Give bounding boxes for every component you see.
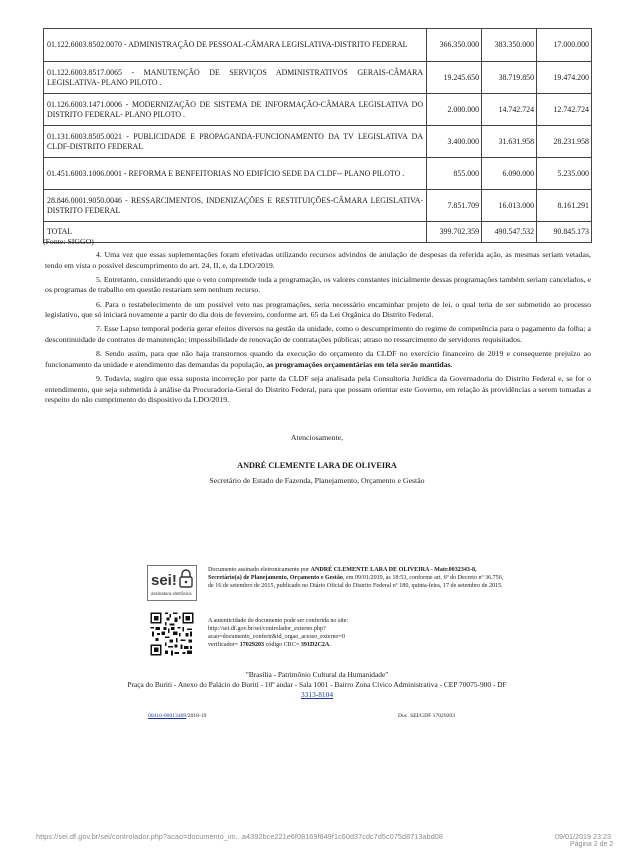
paragraph-7: 7. Esse Lapso temporal poderia gerar efeitos diversos na gestão da unidade, como o descumprimento do regime de competência para o pagamento da folha; a descontinuidade de contratos de manutenção; impossibilidade de renovação de contratações públicas; atraso no ressarcimento de servidores requisitados. — [45, 324, 591, 344]
program-description: 01.126.6003.1471.0006 - MODERNIZAÇÃO DE SISTEMA DE INFORMAÇÃO-CÂMARA LEGISLATIVA DO DISTRITO FEDERAL- PLANO PILOTO . — [44, 94, 427, 126]
sei-signature-logo — [147, 565, 197, 601]
initial-value: 7.851.709 — [427, 190, 482, 222]
table-row — [44, 190, 592, 222]
budget-table — [43, 28, 592, 243]
difference-value: 17.000.000 — [537, 29, 592, 62]
crc-end: . — [329, 642, 331, 649]
initial-value: 366.350.000 — [427, 29, 482, 62]
verification-intro: A autenticidade do documento pode ser conferida no site: — [208, 618, 349, 624]
difference-value: 12.742.724 — [537, 94, 592, 126]
table-row — [44, 126, 592, 158]
process-suffix: /2018-19 — [186, 713, 207, 719]
verification-text — [208, 617, 508, 649]
difference-value: 28.231.958 — [537, 126, 592, 158]
paragraph-8-emphasis: as programações orçamentárias em tela serão mantidas — [266, 359, 451, 369]
initial-value: 2.000.000 — [427, 94, 482, 126]
crc-code: 391D2C2A — [300, 642, 330, 649]
program-description: 28.846.0001.9050.0046 - RESSARCIMENTOS, INDENIZAÇÕES E RESTITUIÇÕES-CÂMARA LEGISLATIVA-DISTRITO FEDERAL — [44, 190, 427, 222]
paragraph-8 — [45, 349, 591, 370]
footer-address-block — [0, 680, 634, 699]
e-signature-text — [208, 566, 508, 590]
difference-value: 19.474.200 — [537, 62, 592, 94]
difference-value: 5.235.000 — [537, 158, 592, 190]
total-initial-value: 399.702.359 — [427, 222, 482, 243]
verification-url-params: acao=documento_conferir&id_orgao_acesso_externo=0 — [208, 634, 346, 641]
e-signature-signer: ANDRÉ CLEMENTE LARA DE OLIVEIRA - Matr.0032343-8, Secretário(a) de Planejamento, Orçamento e Gestão — [208, 567, 477, 582]
document-reference: Doc. SEI/GDF 17029203 — [398, 713, 456, 719]
paragraph-8-text: 8. Sendo assim, para que não haja transtornos quando da execução do orçamento da CLDF no exercício financeiro de 2019 e consequente prejuízo ao funcionamento da unidade e atendimento das demandas da população, — [45, 349, 591, 369]
qr-code-icon — [149, 611, 195, 657]
print-datetime: 09/01/2019 23:23 — [555, 832, 611, 841]
table-row — [44, 94, 592, 126]
e-signature-suffix: , em 09/01/2019, às 18:53, conforme art. 6º do Decreto nº 36.756, de 16 de setembro de 2015, publicado no Diário Oficial do Distrito Federal nº 180, quinta-feira, 17 de setembro de 2015. — [208, 575, 504, 590]
process-link[interactable]: 00410-00013409 — [148, 713, 187, 719]
closing-salutation: Atenciosamente, — [290, 433, 344, 442]
total-updated-value: 490.547.532 — [482, 222, 537, 243]
program-description: 01.451.6003.1006.0001 - REFORMA E BENFEITORIAS NO EDIFÍCIO SEDE DA CLDF-- PLANO PILOTO . — [44, 158, 427, 190]
footer-motto: "Brasília - Patrimônio Cultural da Humanidade" — [245, 670, 389, 679]
paragraph-6: 6. Para o restabelecimento de um possível veto nas programações, seria necessário encaminhar projeto de lei, o qual teria de ser submetido ao processo legislativo, que só iniciará novamente a partir do dia dois de fevereiro, conforme art. 65 da Lei Orgânica do Distrito Federal. — [45, 299, 591, 320]
table-row — [44, 29, 592, 62]
total-difference-value: 90.845.173 — [537, 222, 592, 243]
total-row — [44, 222, 592, 243]
initial-value: 3.400.000 — [427, 126, 482, 158]
verifier-label: verificador= — [208, 642, 240, 649]
footer-address: Praça do Buriti - Anexo do Palácio do Buriti - 10º andar - Sala 1001 - Bairro Zona Cívico Administrativa - CEP 70075-900 - DF — [127, 680, 507, 689]
total-label: TOTAL — [44, 222, 427, 243]
updated-value: 383.350.000 — [482, 29, 537, 62]
initial-value: 855.000 — [427, 158, 482, 190]
e-signature-prefix: Documento assinado eletronicamente por — [208, 567, 311, 573]
paragraph-8-end: . — [450, 359, 453, 369]
verifier-code: 17029203 — [239, 642, 265, 649]
crc-label: código CRC= — [264, 642, 301, 649]
table-row — [44, 158, 592, 190]
page-number: Página 2 de 2 — [570, 841, 614, 848]
updated-value: 31.631.958 — [482, 126, 537, 158]
updated-value: 16.013.000 — [482, 190, 537, 222]
updated-value: 6.090.000 — [482, 158, 537, 190]
program-description: 01.122.6003.8502.0070 - ADMINISTRAÇÃO DE PESSOAL-CÂMARA LEGISLATIVA-DISTRITO FEDERAL — [44, 29, 427, 62]
verification-url: http://sei.df.gov.br/sei/controlador_externo.php? — [208, 626, 326, 633]
sei-logo-subtitle: assinatura eletrônica — [151, 591, 192, 596]
table-row — [44, 62, 592, 94]
source-note: (Fonte: SIGGO) — [43, 237, 94, 246]
updated-value: 14.742.724 — [482, 94, 537, 126]
verification-codes — [208, 641, 508, 649]
body-text — [45, 250, 591, 409]
signer-name: ANDRÉ CLEMENTE LARA DE OLIVEIRA — [237, 461, 397, 470]
sei-logo-text: sei! — [151, 572, 177, 589]
signer-role: Secretário de Estado de Fazenda, Planejamento, Orçamento e Gestão — [209, 476, 425, 485]
footer-phone-link[interactable]: 3313-8104 — [300, 689, 334, 699]
program-description: 01.131.6003.8505.0021 - PUBLICIDADE E PROPAGANDA-FUNCIONAMENTO DA TV LEGISLATIVA DA CLDF-DISTRITO FEDERAL — [44, 126, 427, 158]
paragraph-9: 9. Todavia, sugiro que essa suposta incorreção por parte da CLDF seja analisada pela Consultoria Jurídica da Governadoria do Distrito Federal e, se for o entendimento, que seja submetida à análise da Procuradoria-Geral do Distrito Federal, para que possam orientar este Governo, em relação às providências a serem tomadas a respeito do não cumprimento do dispositivo da LDO/2019. — [45, 373, 591, 405]
initial-value: 19.245.650 — [427, 62, 482, 94]
process-number — [148, 713, 206, 719]
paragraph-5: 5. Entretanto, considerando que o veto compreende toda a programação, os valores constantes inicialmente dessas programações também seriam cancelados, e os programas de trabalho em questão restariam sem nenhum recurso. — [45, 274, 591, 295]
paragraph-4: 4. Uma vez que essas suplementações foram efetivadas utilizando recursos advindos de anulação de despesas da referida ação, as mesmas seriam vetadas, tendo em vista o possível descumprimento do art. 24, II, e, da LDO/2019. — [45, 250, 591, 270]
print-url: https://sei.df.gov.br/sei/controlador.php?acao=documento_im...a4392bce221e6f08169f849f1c60d37cdc7d5c075d8713abd08 — [36, 832, 443, 841]
updated-value: 38.719.850 — [482, 62, 537, 94]
program-description: 01.122.6003.8517.0065 - MANUTENÇÃO DE SERVIÇOS ADMINISTRATIVOS GERAIS-CÂMARA LEGISLATIVA- PLANO PILOTO . — [44, 62, 427, 94]
difference-value: 8.161.291 — [537, 190, 592, 222]
